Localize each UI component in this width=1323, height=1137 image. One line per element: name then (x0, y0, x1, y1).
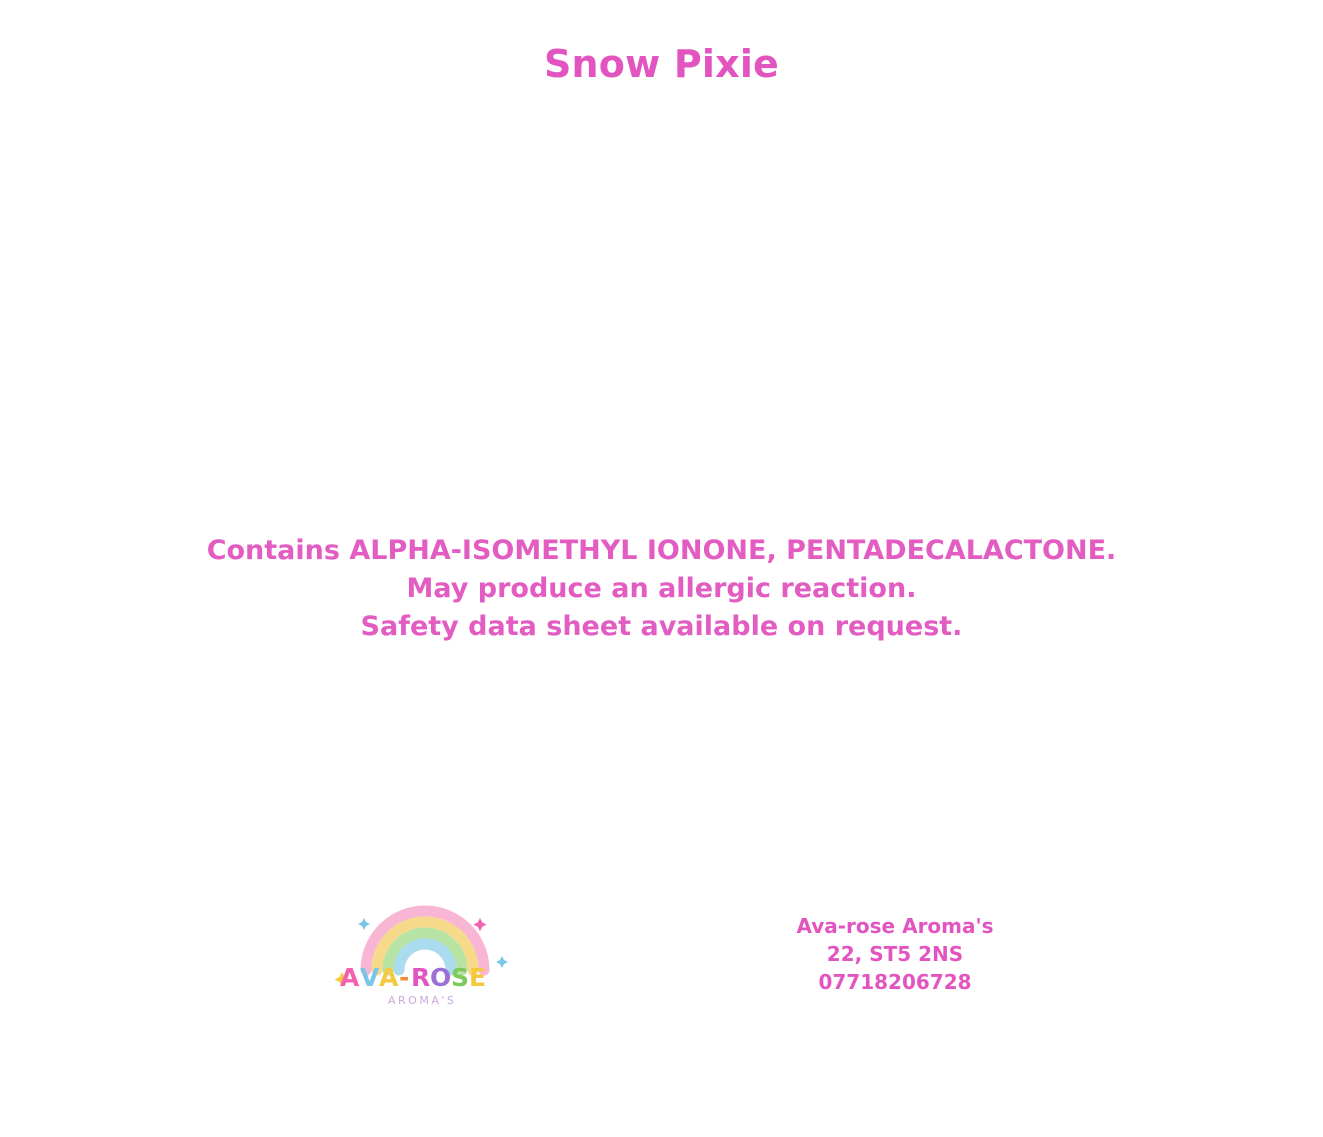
company-name: Ava-rose Aroma's (796, 914, 994, 938)
svg-text:E: E (469, 963, 487, 992)
svg-text:AROMA'S: AROMA'S (388, 994, 457, 1007)
brand-wordmark (340, 963, 486, 992)
company-details (700, 912, 1090, 996)
allergen-line-2: May produce an allergic reaction. (406, 573, 917, 604)
sparkle-icon (496, 956, 508, 968)
brand-tagline (388, 994, 456, 1007)
allergen-notice (0, 532, 1323, 646)
allergen-line-3: Safety data sheet available on request. (360, 611, 963, 642)
company-address: 22, ST5 2NS (826, 942, 964, 966)
svg-text:V: V (360, 963, 380, 992)
svg-text:A: A (340, 963, 360, 992)
svg-text:-: - (399, 963, 410, 992)
brand-logo (330, 900, 520, 1010)
sparkle-icon (358, 918, 370, 930)
company-phone: 07718206728 (818, 970, 972, 994)
page-title: Snow Pixie (543, 42, 780, 86)
sparkle-icon (473, 918, 486, 931)
allergen-line-1: Contains ALPHA-ISOMETHYL IONONE, PENTADECALACTONE. (206, 535, 1117, 566)
svg-text:S: S (451, 963, 470, 992)
rainbow-icon (366, 911, 484, 970)
svg-text:A: A (379, 963, 399, 992)
svg-text:R: R (411, 963, 431, 992)
svg-text:O: O (430, 963, 452, 992)
